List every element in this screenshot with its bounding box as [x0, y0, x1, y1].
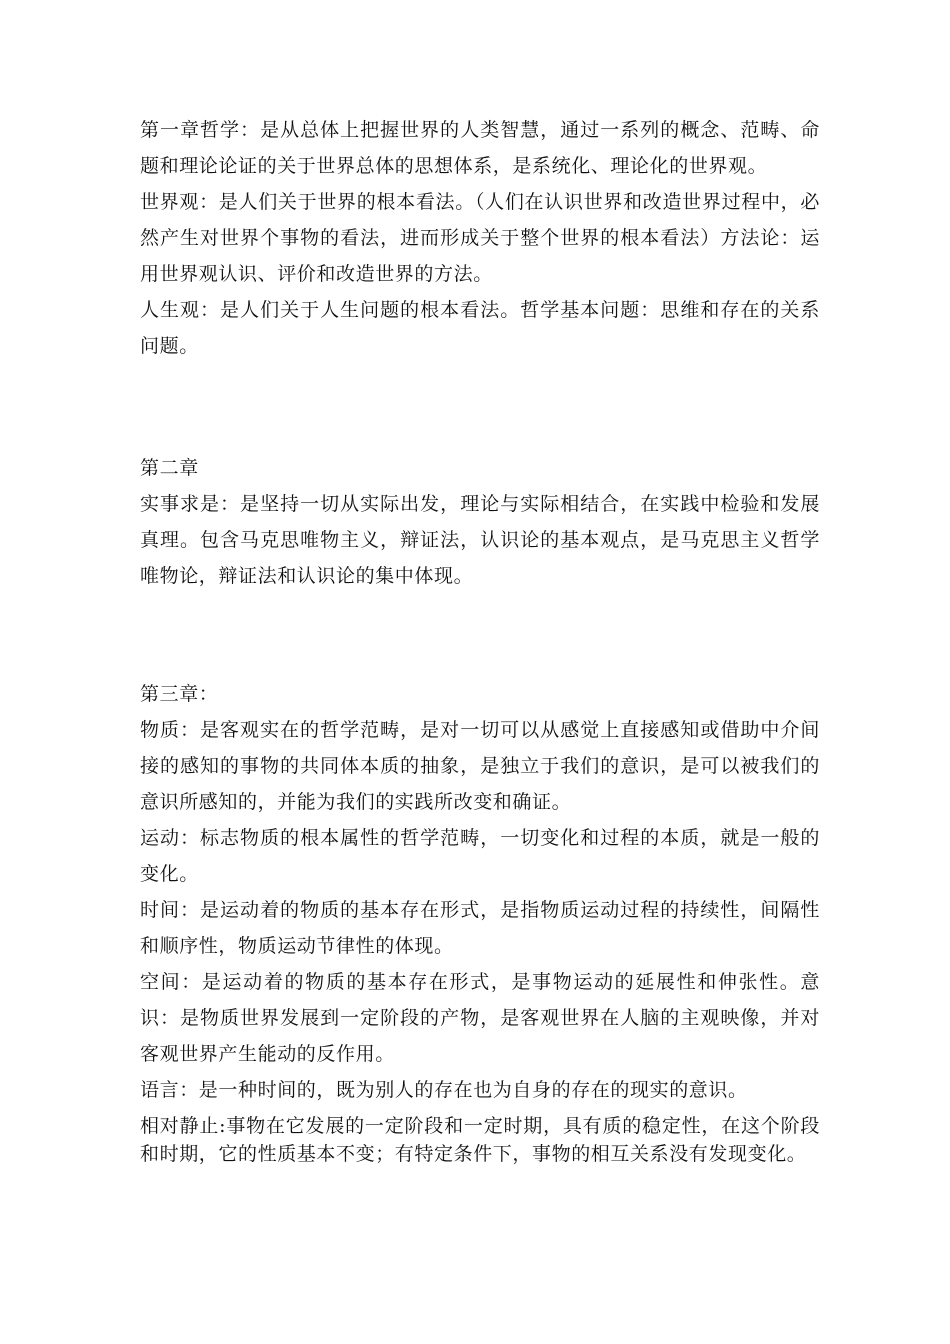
- matter-definition-paragraph: 物质：是客观实在的哲学范畴，是对一切可以从感觉上直接感知或借助中介间接的感知的事物的共同体本质的抽象，是独立于我们的意识，是可以被我们的意识所感知的，并能为我们的实践所改变和确证。: [140, 719, 820, 813]
- section-spacer: [140, 364, 820, 450]
- chapter-3-heading: 第三章：: [140, 683, 219, 705]
- chapter-3-section: [140, 676, 820, 1168]
- motion-definition-paragraph: 运动：标志物质的根本属性的哲学范畴，一切变化和过程的本质，就是一般的变化。: [140, 827, 820, 885]
- chapter-2-section: [140, 450, 820, 594]
- language-definition-paragraph: 语言：是一种时间的，既为别人的存在也为自身的存在的现实的意识。: [140, 1079, 748, 1101]
- relative-rest-paragraph: 相对静止:事物在它发展的一定阶段和一定时期，具有质的稳定性，在这个阶段和时期，它的性质基本不变；有特定条件下，事物的相互关系没有发现变化。: [140, 1115, 820, 1165]
- philosophy-definition-paragraph: 第一章哲学：是从总体上把握世界的人类智慧，通过一系列的概念、范畴、命题和理论论证的关于世界总体的思想体系，是系统化、理论化的世界观。: [140, 119, 820, 177]
- chapter-2-heading: 第二章: [140, 457, 199, 479]
- section-spacer: [140, 594, 820, 676]
- outlook-on-life-paragraph: 人生观：是人们关于人生问题的根本看法。哲学基本问题：思维和存在的关系问题。: [140, 299, 820, 357]
- worldview-definition-paragraph: 世界观：是人们关于世界的根本看法。（人们在认识世界和改造世界过程中，必然产生对世界个事物的看法，进而形成关于整个世界的根本看法）方法论：运用世界观认识、评价和改造世界的方法。: [140, 191, 820, 285]
- chapter-1-section: [140, 112, 820, 364]
- document-page: [140, 112, 820, 1168]
- seek-truth-paragraph: 实事求是：是坚持一切从实际出发，理论与实际相结合，在实践中检验和发展真理。包含马克思唯物主义，辩证法，认识论的基本观点，是马克思主义哲学唯物论，辩证法和认识论的集中体现。: [140, 493, 820, 587]
- time-definition-paragraph: 时间：是运动着的物质的基本存在形式，是指物质运动过程的持续性，间隔性和顺序性，物质运动节律性的体现。: [140, 899, 820, 957]
- space-definition-paragraph: 空间：是运动着的物质的基本存在形式，是事物运动的延展性和伸张性。意识：是物质世界发展到一定阶段的产物，是客观世界在人脑的主观映像，并对客观世界产生能动的反作用。: [140, 971, 820, 1065]
